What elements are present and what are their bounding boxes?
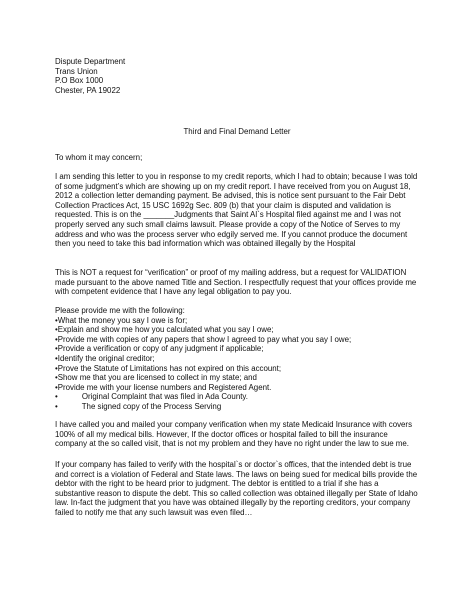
list-item: •Provide a verification or copy of any judgment if applicable; [55,344,264,354]
text-line: properly served any such small claims lawsuit. Please provide a copy of the Notice of Serves to my [55,219,401,229]
text-line: I have called you and mailed your company verification when my state Medicaid Insurance with covers [55,420,413,429]
text-line: 100% of all my medical bills. However, If the doctor offices or hospital failed to bill the insurance [55,429,388,439]
list-item: •Explain and show me how you calculated what you say I owe; [55,325,274,335]
text-line: requested. This is on the _______Judgments that Saint Al`s Hospital filed against me and I was not [55,210,401,220]
paragraph-2 [55,268,455,297]
letter-subject: Third and Final Demand Letter [183,127,291,136]
text-line: failed to notify me that any such lawsuit was even filed… [55,507,253,517]
recipient-line: P.O Box 1000 [55,76,104,86]
text-line: and correct is a violation of Federal and State laws. The laws on being sued for medical bills provide the [55,469,418,479]
salutation: To whom it may concern; [55,153,143,162]
text-line: with competent evidence that I have any legal obligation to pay you. [55,287,292,297]
text-line: made pursuant to the above named Title and Section. I respectfully request that your offices provide me [55,277,417,287]
list-item: •Prove the Statute of Limitations has not expired on this account; [55,363,282,373]
recipient-line: Chester, PA 19022 [55,85,121,95]
recipient-address [55,57,125,95]
text-line: 2012 a collection letter demanding payment. Be advised, this is notice sent pursuant to the Fair Debt [55,191,406,201]
list-item: •Provide me with your license numbers and Registered Agent. [55,382,272,392]
text-line: substantive reason to dispute the debt. This so called collection was obtained illegally per State of Idaho [55,488,418,498]
list-item: •Provide me with copies of any papers that show I agreed to pay what you say I owe; [55,334,352,344]
list-intro: Please provide me with the following: [55,306,185,315]
text-line: of some judgment’s which are showing up on my credit report. I have received from you on August 18, [55,181,411,191]
request-list [55,306,455,412]
text-line: I am sending this letter to you in response to my credit reports, which I had to obtain; because I was told [55,172,418,181]
list-item: •What the money you say I owe is for; [55,315,188,325]
paragraph-4 [55,460,455,518]
text-line: If your company has failed to verify with the hospital`s or doctor`s offices, that the intended debt is true [55,460,412,469]
list-item: •Identify the original creditor; [55,353,155,363]
recipient-line: Trans Union [55,66,98,76]
text-line: debtor with the right to be heard prior to judgment. The debtor is entitled to a trial if she has a [55,479,379,489]
list-item: •Show me that you are licensed to collect in my state; and [55,373,257,383]
paragraph-1 [55,172,455,249]
text-line: law. In-fact the judgment that you have was obtained illegally by the reporting creditors, your company [55,498,411,508]
recipient-line: Dispute Department [55,57,126,66]
text-line: This is NOT a request for “verification” or proof of my mailing address, but a request for VALIDATION [55,268,407,277]
text-line: address and who was the process server who edgily served me. If you cannot produce the document [55,229,408,239]
paragraph-3 [55,420,455,449]
text-line: then you need to take this bad information which was obtained illegally by the Hospital [55,239,356,249]
text-line: Collection Practices Act, 15 USC 1692g Sec. 809 (b) that your claim is disputed and validation is [55,200,391,210]
list-item: • Original Complaint that was filed in Ada County. [55,392,248,402]
list-item: • The signed copy of the Process Serving [55,401,222,411]
text-line: company at the so called visit, that is not my problem and they have no right under the law to sue me. [55,439,409,449]
